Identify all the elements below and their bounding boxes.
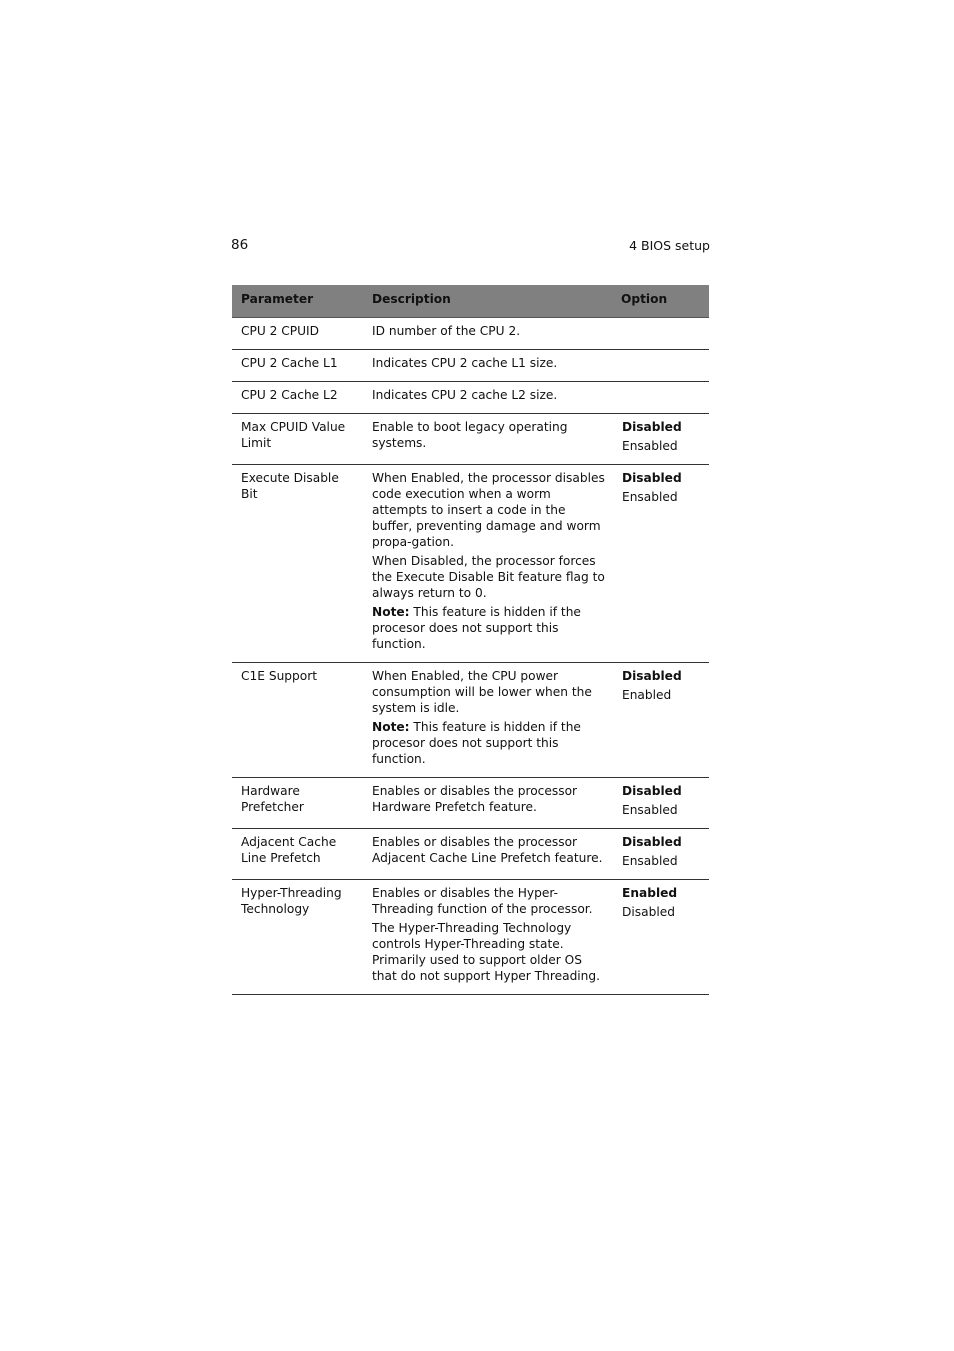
bios-parameter-table	[232, 285, 709, 995]
note-paragraph	[372, 719, 608, 767]
option-cell	[612, 880, 709, 995]
option-cell	[612, 778, 709, 829]
description-cell	[363, 318, 612, 350]
option-value: Ensabled	[622, 439, 678, 453]
option-cell	[612, 318, 709, 350]
option-cell	[612, 829, 709, 880]
option-cell	[612, 465, 709, 663]
description-paragraph: When Enabled, the CPU power consumption will be lower when the system is idle.	[372, 669, 592, 715]
description-paragraph: Enables or disables the processor Adjacent Cache Line Prefetch feature.	[372, 835, 603, 865]
option-value: Ensabled	[622, 490, 678, 504]
table-header	[232, 285, 709, 318]
description-cell	[363, 382, 612, 414]
option-value: Ensabled	[622, 803, 678, 817]
parameter-cell: CPU 2 CPUID	[232, 318, 363, 350]
description-paragraph: Indicates CPU 2 cache L2 size.	[372, 388, 558, 402]
description-paragraph: When Enabled, the processor disables code execution when a worm attempts to insert a code in the buffer, preventing damage and worm propa-gation.	[372, 471, 605, 549]
description-cell	[363, 829, 612, 880]
option-value: Ensabled	[622, 854, 678, 868]
parameter-cell: Adjacent Cache Line Prefetch	[232, 829, 363, 880]
column-header-description: Description	[363, 285, 612, 318]
parameter-cell: Max CPUID Value Limit	[232, 414, 363, 465]
table-body	[232, 318, 709, 995]
default-option: Disabled	[622, 471, 682, 485]
table-row	[232, 350, 709, 382]
column-header-option: Option	[612, 285, 709, 318]
note-label: Note:	[372, 605, 410, 619]
default-option: Disabled	[622, 784, 682, 798]
description-paragraph: The Hyper-Threading Technology controls Hyper-Threading state. Primarily used to support older OS that do not support Hyper Threading.	[372, 921, 601, 983]
parameter-cell: Hyper-Threading Technology	[232, 880, 363, 995]
description-paragraph: Enables or disables the processor Hardware Prefetch feature.	[372, 784, 578, 814]
note-label: Note:	[372, 720, 410, 734]
table-header-row	[232, 285, 709, 318]
description-paragraph: When Disabled, the processor forces the Execute Disable Bit feature flag to always return to 0.	[372, 554, 605, 600]
option-value: Disabled	[622, 905, 675, 919]
default-option: Enabled	[622, 886, 678, 900]
option-value: Enabled	[622, 688, 672, 702]
page-number: 86	[231, 237, 249, 253]
parameter-cell: CPU 2 Cache L1	[232, 350, 363, 382]
parameter-cell: Hardware Prefetcher	[232, 778, 363, 829]
note-text: This feature is hidden if the procesor does not support this function.	[372, 720, 581, 766]
table-row	[232, 414, 709, 465]
table-row	[232, 829, 709, 880]
description-cell	[363, 414, 612, 465]
table-row	[232, 663, 709, 778]
note-text: This feature is hidden if the procesor does not support this function.	[372, 605, 581, 651]
parameter-cell: C1E Support	[232, 663, 363, 778]
column-header-parameter: Parameter	[232, 285, 363, 318]
description-cell	[363, 880, 612, 995]
chapter-title: 4 BIOS setup	[629, 238, 710, 253]
description-paragraph: Enable to boot legacy operating systems.	[372, 420, 568, 450]
table-row	[232, 778, 709, 829]
description-paragraph: Enables or disables the Hyper-Threading function of the processor.	[372, 886, 593, 916]
description-cell	[363, 778, 612, 829]
description-cell	[363, 465, 612, 663]
parameter-cell: CPU 2 Cache L2	[232, 382, 363, 414]
default-option: Disabled	[622, 835, 682, 849]
table-row	[232, 318, 709, 350]
option-cell	[612, 414, 709, 465]
default-option: Disabled	[622, 669, 682, 683]
table-row	[232, 382, 709, 414]
option-cell	[612, 663, 709, 778]
option-cell	[612, 382, 709, 414]
table-row	[232, 465, 709, 663]
parameter-cell: Execute Disable Bit	[232, 465, 363, 663]
table-row	[232, 880, 709, 995]
description-cell	[363, 663, 612, 778]
note-paragraph	[372, 604, 608, 652]
description-cell	[363, 350, 612, 382]
default-option: Disabled	[622, 420, 682, 434]
description-paragraph: Indicates CPU 2 cache L1 size.	[372, 356, 558, 370]
description-paragraph: ID number of the CPU 2.	[372, 324, 521, 338]
option-cell	[612, 350, 709, 382]
